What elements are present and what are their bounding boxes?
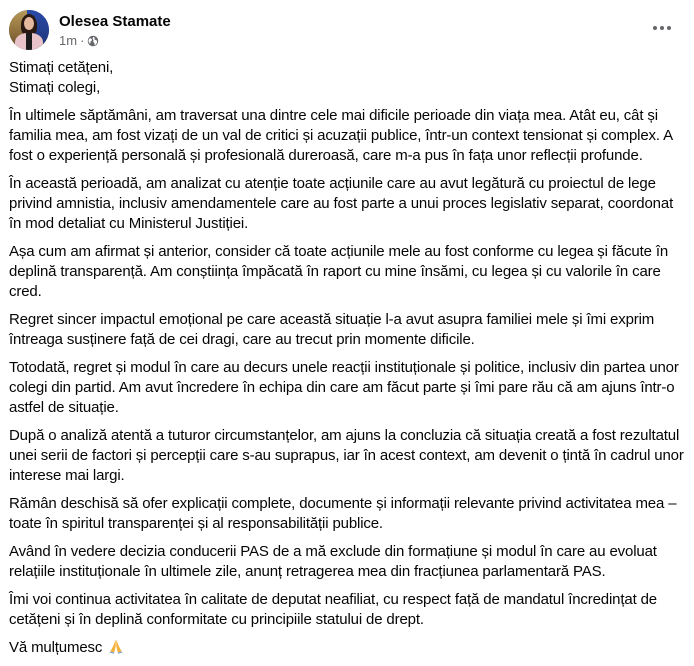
greeting-line: Stimați cetățeni, <box>9 59 114 76</box>
post-body <box>9 58 689 666</box>
header-text <box>59 12 171 49</box>
greeting-line: Stimați colegi, <box>9 79 101 96</box>
post-greeting <box>9 58 689 98</box>
post-header <box>9 9 694 51</box>
folded-hands-icon <box>108 638 124 654</box>
post-timestamp[interactable]: 1m <box>59 32 78 48</box>
more-options-icon-dot <box>667 26 671 30</box>
post-paragraph: Regret sincer impactul emoțional pe care această situație l-a avut asupra familiei mele și îmi exprim întreaga susținere față de cei dragi, care au trecut prin momente dificile. <box>9 311 655 348</box>
post-meta <box>59 32 171 49</box>
closing-text: Vă mulțumesc <box>9 639 103 656</box>
post-paragraph: În ultimele săptămâni, am traversat una dintre cele mai dificile perioade din viața mea. Atât eu, cât și familia mea, am fost vizați de un val de critici și acuzații publice, într-un context tensionat și complex. A fost o experiență personală și profesională dureroasă, care m-a pus în fața unor reflecții profunde. <box>9 107 673 164</box>
avatar-face <box>24 17 34 30</box>
post-paragraph: Totodată, regret și modul în care au decurs unele reacții instituționale și politice, inclusiv din partea unor colegi din partid. Am avut încredere în echipa din care am făcut parte și îmi pare rău că am ajuns într-o astfel de situație. <box>9 359 679 416</box>
author-avatar[interactable] <box>9 10 49 50</box>
author-name[interactable]: Olesea Stamate <box>59 12 171 30</box>
post-paragraph: Rămân deschisă să ofer explicații complete, documente și informații relevante privind activitatea mea – toate în spiritul transparenței și al responsabilității publice. <box>9 495 677 532</box>
post-paragraph: După o analiză atentă a tuturor circumstanțelor, am ajuns la concluzia că situația creată a fost rezultatul unei serii de factori și percepții care s-au suprapus, iar în acest context, am devenit o țintă în cadrul unor interese mai largi. <box>9 427 684 484</box>
more-options-icon <box>653 26 657 30</box>
post-paragraph: Îmi voi continua activitatea în calitate de deputat neafiliat, cu respect față de mandatul încredințat de cetățeni și în deplină conformitate cu principiile statului de drept. <box>9 591 657 628</box>
post-paragraph: În această perioadă, am analizat cu atenție toate acțiunile care au avut legătură cu proiectul de lege privind amnistia, inclusiv amendamentele care au fost parte a unui proces legislativ separat, coordonat în mod detaliat cu Ministerul Justiției. <box>9 175 674 232</box>
meta-separator: · <box>80 32 85 48</box>
post-closing <box>9 638 689 658</box>
more-options-icon-dot <box>660 26 664 30</box>
avatar-shirt <box>26 33 32 50</box>
more-options-button[interactable] <box>644 10 680 46</box>
globe-icon[interactable] <box>87 34 99 46</box>
post-paragraph: Așa cum am afirmat și anterior, consider că toate acțiunile mele au fost conforme cu legea și făcute în deplină transparență. Am conștiința împăcată în raport cu mine însămi, cu legea și cu valorile în care cred. <box>9 243 669 300</box>
post-paragraph: Având în vedere decizia conducerii PAS de a mă exclude din formațiune și modul în care au evoluat relațiile instituționale în ultimele zile, anunț retragerea mea din fracțiunea parlamentară PAS. <box>9 543 657 580</box>
